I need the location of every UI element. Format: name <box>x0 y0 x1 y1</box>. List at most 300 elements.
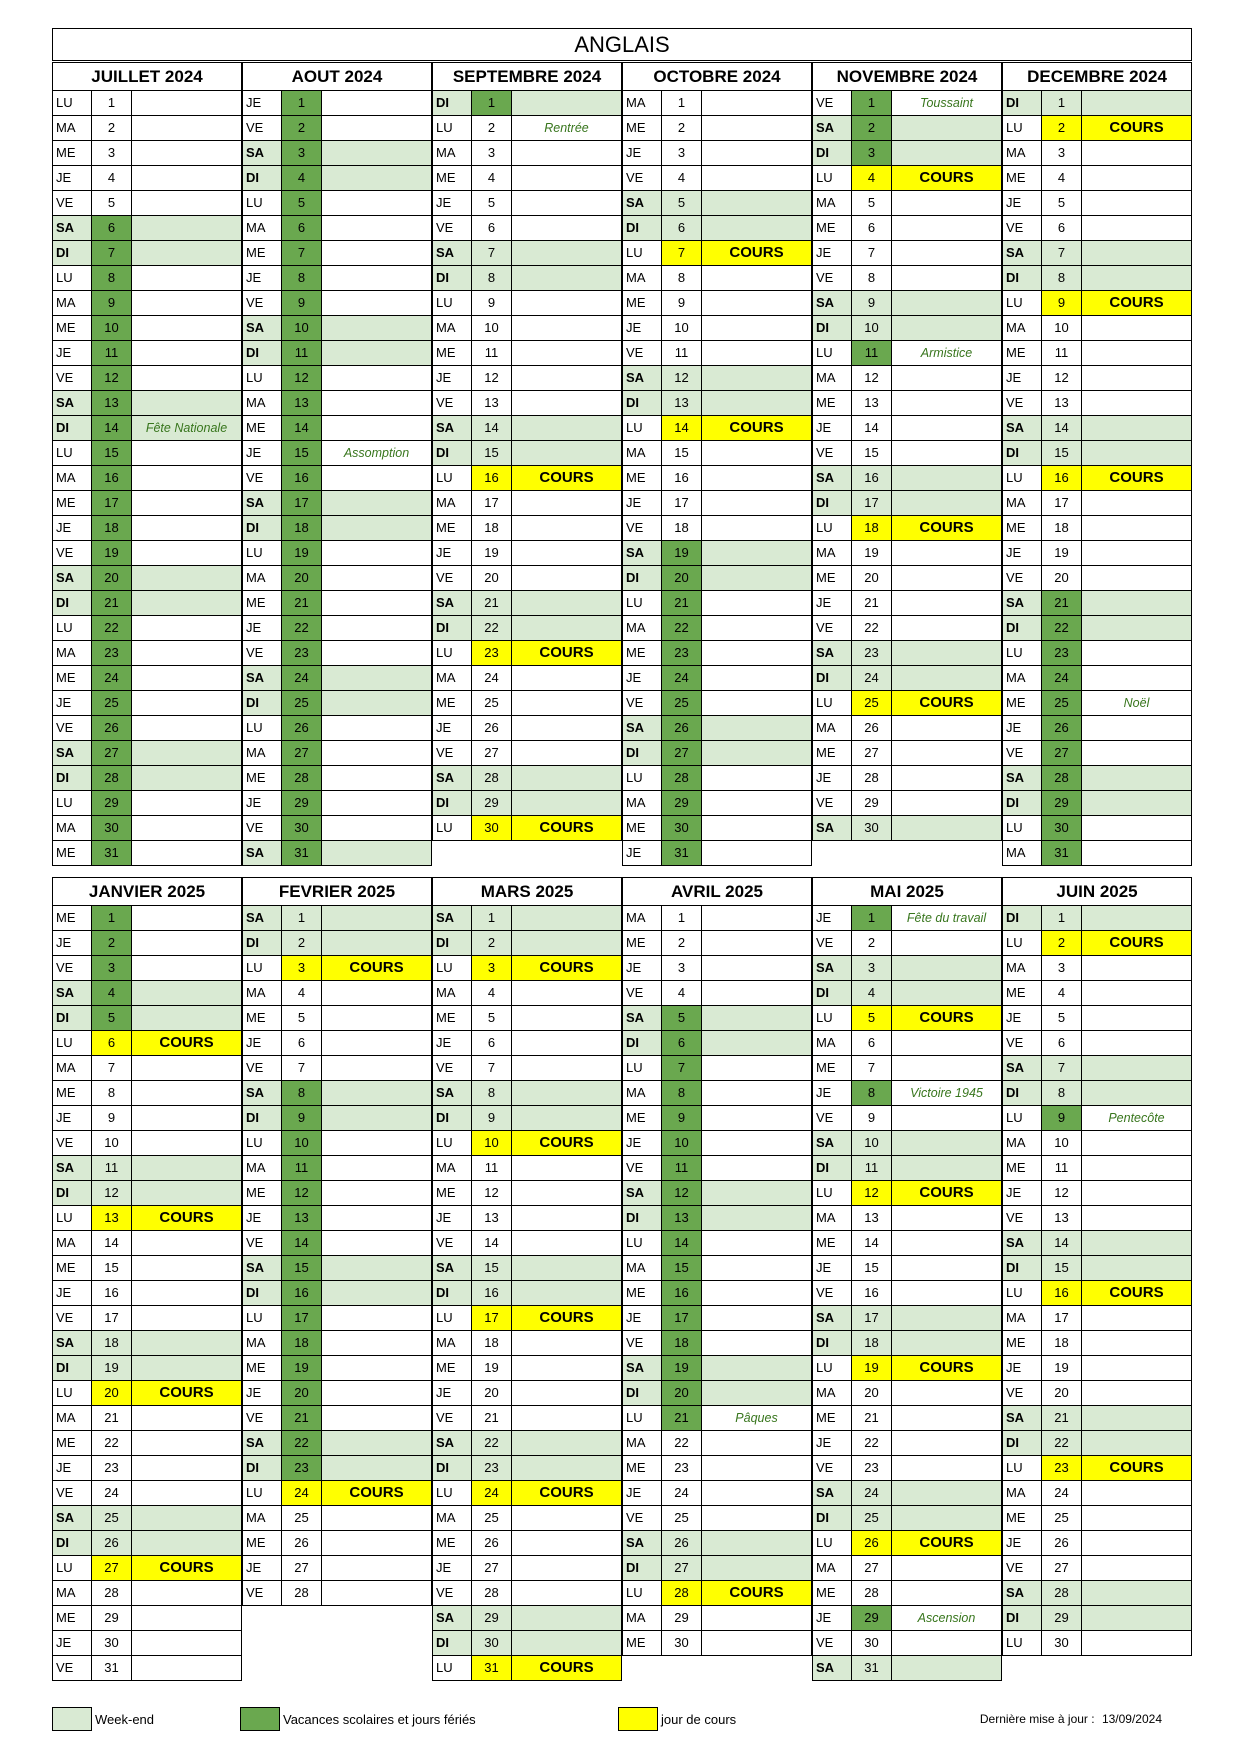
day-row <box>52 391 242 416</box>
day-number-cell: 26 <box>662 716 702 741</box>
weekday-cell: VE <box>242 816 282 841</box>
note-cell <box>1082 391 1192 416</box>
day-row <box>52 1031 242 1056</box>
note-cell <box>1082 541 1192 566</box>
day-number-cell: 5 <box>852 1006 892 1031</box>
weekday-cell: DI <box>1002 1431 1042 1456</box>
weekday-cell: SA <box>1002 241 1042 266</box>
weekday-cell: ME <box>812 1406 852 1431</box>
day-number-cell: 17 <box>852 491 892 516</box>
day-number-cell: 14 <box>852 416 892 441</box>
note-cell <box>132 491 242 516</box>
day-number-cell: 1 <box>92 91 132 116</box>
day-number-cell: 5 <box>92 191 132 216</box>
day-row <box>622 1056 812 1081</box>
day-row <box>432 1356 622 1381</box>
note-cell <box>512 1081 622 1106</box>
day-row <box>812 516 1002 541</box>
note-cell <box>512 691 622 716</box>
day-number-cell: 3 <box>92 141 132 166</box>
day-row <box>812 816 1002 841</box>
day-number-cell: 20 <box>92 1381 132 1406</box>
note-cell <box>322 906 432 931</box>
weekday-cell: JE <box>242 616 282 641</box>
day-row <box>622 1631 812 1656</box>
day-number-cell: 26 <box>472 1531 512 1556</box>
day-number-cell: 5 <box>282 1006 322 1031</box>
weekday-cell: SA <box>242 1081 282 1106</box>
weekday-cell: VE <box>432 1406 472 1431</box>
day-number-cell: 26 <box>662 1531 702 1556</box>
note-cell <box>702 1606 812 1631</box>
day-row <box>432 441 622 466</box>
day-number-cell: 10 <box>852 316 892 341</box>
day-row <box>432 291 622 316</box>
weekday-cell: LU <box>242 541 282 566</box>
vacances-swatch <box>240 1707 280 1731</box>
weekday-cell: VE <box>1002 1206 1042 1231</box>
note-cell <box>512 266 622 291</box>
month-header: MARS 2025 <box>432 877 622 906</box>
day-number-cell: 13 <box>662 1206 702 1231</box>
day-number-cell: 8 <box>662 1081 702 1106</box>
day-row <box>432 1231 622 1256</box>
day-number-cell: 3 <box>1042 956 1082 981</box>
weekday-cell: SA <box>1002 1056 1042 1081</box>
note-cell <box>1082 956 1192 981</box>
day-row <box>52 1531 242 1556</box>
weekday-cell: DI <box>432 1631 472 1656</box>
day-row <box>52 641 242 666</box>
day-number-cell: 1 <box>472 91 512 116</box>
day-row <box>242 541 432 566</box>
note-cell <box>322 616 432 641</box>
day-row <box>812 1531 1002 1556</box>
day-number-cell: 6 <box>92 216 132 241</box>
note-cell <box>1082 1481 1192 1506</box>
day-row <box>52 1306 242 1331</box>
day-number-cell: 3 <box>1042 141 1082 166</box>
note-cell <box>322 1381 432 1406</box>
day-number-cell: 20 <box>92 566 132 591</box>
note-cell <box>1082 1581 1192 1606</box>
day-row <box>1002 981 1192 1006</box>
day-number-cell: 28 <box>282 1581 322 1606</box>
day-number-cell: 2 <box>282 116 322 141</box>
day-number-cell: 12 <box>92 1181 132 1206</box>
cours-cell: COURS <box>892 166 1002 191</box>
day-number-cell: 31 <box>92 1656 132 1681</box>
note-cell <box>1082 1031 1192 1056</box>
month-header: JUIN 2025 <box>1002 877 1192 906</box>
day-number-cell: 16 <box>92 1281 132 1306</box>
weekday-cell: LU <box>52 1381 92 1406</box>
weekday-cell: VE <box>1002 566 1042 591</box>
weekday-cell: SA <box>52 1506 92 1531</box>
day-row <box>242 1406 432 1431</box>
weekday-cell: SA <box>812 1656 852 1681</box>
weekday-cell: JE <box>812 906 852 931</box>
day-row <box>812 466 1002 491</box>
day-number-cell: 11 <box>852 1156 892 1181</box>
day-number-cell: 20 <box>1042 1381 1082 1406</box>
note-cell <box>512 1631 622 1656</box>
day-row <box>52 931 242 956</box>
cours-cell: COURS <box>702 416 812 441</box>
day-number-cell: 3 <box>662 141 702 166</box>
note-cell <box>322 1181 432 1206</box>
day-number-cell: 25 <box>92 691 132 716</box>
weekday-cell: ME <box>52 906 92 931</box>
note-cell <box>892 1031 1002 1056</box>
weekday-cell: SA <box>1002 1406 1042 1431</box>
day-row <box>432 216 622 241</box>
weekday-cell: MA <box>432 666 472 691</box>
day-row <box>622 466 812 491</box>
day-row <box>242 1131 432 1156</box>
day-number-cell: 1 <box>662 906 702 931</box>
weekday-cell: JE <box>622 1306 662 1331</box>
day-row <box>622 1206 812 1231</box>
day-number-cell: 15 <box>472 441 512 466</box>
month-column <box>812 62 1002 841</box>
weekday-cell: ME <box>52 141 92 166</box>
day-row <box>242 1481 432 1506</box>
day-row <box>1002 116 1192 141</box>
note-cell <box>322 1431 432 1456</box>
weekday-cell: MA <box>242 1506 282 1531</box>
day-number-cell: 5 <box>472 1006 512 1031</box>
note-cell <box>322 416 432 441</box>
day-row <box>1002 1356 1192 1381</box>
day-row <box>622 141 812 166</box>
note-cell <box>892 616 1002 641</box>
note-cell <box>512 241 622 266</box>
day-row <box>432 241 622 266</box>
day-row <box>432 1031 622 1056</box>
day-number-cell: 2 <box>852 931 892 956</box>
weekday-cell: JE <box>1002 541 1042 566</box>
day-row <box>52 216 242 241</box>
day-number-cell: 11 <box>1042 1156 1082 1181</box>
day-row <box>52 1256 242 1281</box>
weekday-cell: SA <box>432 591 472 616</box>
note-cell <box>702 166 812 191</box>
day-number-cell: 21 <box>472 1406 512 1431</box>
day-number-cell: 22 <box>92 1431 132 1456</box>
day-row <box>52 366 242 391</box>
note-cell <box>1082 1231 1192 1256</box>
weekday-cell: DI <box>242 1106 282 1131</box>
note-cell <box>1082 1406 1192 1431</box>
weekday-cell: VE <box>812 1631 852 1656</box>
day-row <box>1002 341 1192 366</box>
day-number-cell: 17 <box>852 1306 892 1331</box>
weekday-cell: DI <box>812 981 852 1006</box>
note-cell <box>132 1356 242 1381</box>
note-cell <box>322 266 432 291</box>
day-row <box>52 766 242 791</box>
day-row <box>812 441 1002 466</box>
weekday-cell: SA <box>812 1131 852 1156</box>
day-number-cell: 26 <box>92 1531 132 1556</box>
day-row <box>1002 816 1192 841</box>
weekday-cell: DI <box>52 1531 92 1556</box>
weekday-cell: ME <box>1002 166 1042 191</box>
cours-cell: COURS <box>132 1381 242 1406</box>
day-row <box>1002 466 1192 491</box>
day-row <box>812 141 1002 166</box>
weekday-cell: VE <box>812 266 852 291</box>
note-cell <box>892 1331 1002 1356</box>
day-number-cell: 2 <box>852 116 892 141</box>
day-number-cell: 21 <box>472 591 512 616</box>
note-cell <box>702 666 812 691</box>
day-row <box>52 116 242 141</box>
day-number-cell: 30 <box>472 1631 512 1656</box>
note-cell <box>322 191 432 216</box>
day-row <box>1002 1106 1192 1131</box>
day-row <box>242 931 432 956</box>
weekday-cell: DI <box>1002 906 1042 931</box>
weekday-cell: DI <box>622 1556 662 1581</box>
month-header: JANVIER 2025 <box>52 877 242 906</box>
note-cell <box>702 341 812 366</box>
weekday-cell: JE <box>812 591 852 616</box>
note-cell <box>702 616 812 641</box>
day-row <box>432 1256 622 1281</box>
note-cell <box>322 516 432 541</box>
day-number-cell: 27 <box>472 1556 512 1581</box>
day-row <box>812 1031 1002 1056</box>
day-number-cell: 28 <box>472 1581 512 1606</box>
note-cell <box>702 691 812 716</box>
note-cell <box>322 241 432 266</box>
weekday-cell: LU <box>812 691 852 716</box>
day-number-cell: 31 <box>472 1656 512 1681</box>
day-number-cell: 2 <box>662 116 702 141</box>
note-cell <box>892 116 1002 141</box>
day-number-cell: 20 <box>282 1381 322 1406</box>
cours-cell: COURS <box>1082 116 1192 141</box>
day-row <box>1002 1606 1192 1631</box>
day-number-cell: 22 <box>662 1431 702 1456</box>
weekday-cell: DI <box>52 416 92 441</box>
day-number-cell: 13 <box>662 391 702 416</box>
day-number-cell: 23 <box>472 1456 512 1481</box>
note-cell <box>1082 741 1192 766</box>
note-cell <box>702 491 812 516</box>
day-row <box>52 91 242 116</box>
weekday-cell: VE <box>242 1231 282 1256</box>
legend-cours <box>618 1706 736 1732</box>
note-cell <box>132 1331 242 1356</box>
day-row <box>812 1181 1002 1206</box>
day-number-cell: 24 <box>1042 666 1082 691</box>
day-number-cell: 4 <box>92 166 132 191</box>
note-cell <box>322 466 432 491</box>
day-row <box>52 1156 242 1181</box>
note-cell <box>892 1231 1002 1256</box>
day-number-cell: 12 <box>472 366 512 391</box>
day-number-cell: 1 <box>472 906 512 931</box>
note-cell <box>512 541 622 566</box>
weekday-cell: JE <box>432 191 472 216</box>
cours-cell: COURS <box>512 1306 622 1331</box>
day-row <box>242 191 432 216</box>
day-number-cell: 19 <box>92 1356 132 1381</box>
day-number-cell: 31 <box>662 841 702 866</box>
note-cell <box>892 1131 1002 1156</box>
weekday-cell: DI <box>1002 791 1042 816</box>
weekday-cell: VE <box>432 216 472 241</box>
day-number-cell: 24 <box>282 1481 322 1506</box>
day-number-cell: 9 <box>282 291 322 316</box>
note-cell <box>512 716 622 741</box>
day-row <box>432 116 622 141</box>
day-number-cell: 2 <box>92 931 132 956</box>
note-cell <box>512 1356 622 1381</box>
note-cell <box>132 906 242 931</box>
note-cell <box>702 981 812 1006</box>
note-cell <box>1082 1556 1192 1581</box>
note-cell <box>1082 266 1192 291</box>
weekday-cell: LU <box>52 91 92 116</box>
weekday-cell: MA <box>1002 1306 1042 1331</box>
day-row <box>1002 216 1192 241</box>
weekday-cell: MA <box>812 1556 852 1581</box>
day-number-cell: 8 <box>92 266 132 291</box>
day-number-cell: 1 <box>662 91 702 116</box>
weekday-cell: ME <box>52 1431 92 1456</box>
day-row <box>1002 1156 1192 1181</box>
weekday-cell: SA <box>812 291 852 316</box>
note-cell <box>322 1581 432 1606</box>
weekday-cell: ME <box>242 1181 282 1206</box>
day-row <box>242 316 432 341</box>
weekday-cell: DI <box>52 766 92 791</box>
note-cell <box>322 216 432 241</box>
day-number-cell: 6 <box>282 1031 322 1056</box>
day-number-cell: 5 <box>852 191 892 216</box>
day-number-cell: 23 <box>662 641 702 666</box>
day-row <box>812 216 1002 241</box>
day-row <box>242 1331 432 1356</box>
cours-cell: COURS <box>132 1031 242 1056</box>
day-row <box>52 1131 242 1156</box>
legend <box>52 1706 1192 1732</box>
weekday-cell: LU <box>52 441 92 466</box>
note-cell <box>702 1106 812 1131</box>
day-number-cell: 16 <box>852 466 892 491</box>
note-cell <box>892 641 1002 666</box>
last-update <box>976 1706 1162 1732</box>
cours-cell: COURS <box>892 1181 1002 1206</box>
day-number-cell: 4 <box>282 166 322 191</box>
note-cell <box>512 1156 622 1181</box>
day-number-cell: 11 <box>282 341 322 366</box>
note-cell <box>132 166 242 191</box>
note-cell <box>702 591 812 616</box>
day-row <box>622 1156 812 1181</box>
day-row <box>432 1281 622 1306</box>
day-number-cell: 27 <box>92 1556 132 1581</box>
day-row <box>812 316 1002 341</box>
day-number-cell: 18 <box>852 1331 892 1356</box>
weekday-cell: DI <box>432 791 472 816</box>
day-row <box>1002 1331 1192 1356</box>
weekday-cell: JE <box>52 1281 92 1306</box>
note-cell <box>702 1281 812 1306</box>
day-number-cell: 16 <box>282 1281 322 1306</box>
weekday-cell: MA <box>52 1406 92 1431</box>
day-number-cell: 10 <box>472 1131 512 1156</box>
day-row <box>1002 541 1192 566</box>
day-row <box>622 1181 812 1206</box>
month-header: SEPTEMBRE 2024 <box>432 62 622 91</box>
day-row <box>242 1306 432 1331</box>
day-row <box>622 1031 812 1056</box>
day-row <box>52 1431 242 1456</box>
day-number-cell: 8 <box>92 1081 132 1106</box>
day-row <box>1002 1031 1192 1056</box>
day-number-cell: 14 <box>92 1231 132 1256</box>
day-row <box>1002 791 1192 816</box>
day-number-cell: 18 <box>852 516 892 541</box>
day-row <box>52 1356 242 1381</box>
weekday-cell: MA <box>1002 1481 1042 1506</box>
day-row <box>432 1006 622 1031</box>
note-cell <box>132 791 242 816</box>
cours-cell: COURS <box>1082 931 1192 956</box>
weekday-cell: MA <box>812 191 852 216</box>
day-number-cell: 9 <box>282 1106 322 1131</box>
note-cell <box>892 1256 1002 1281</box>
day-number-cell: 1 <box>1042 906 1082 931</box>
day-row <box>812 1081 1002 1106</box>
day-row <box>52 516 242 541</box>
note-cell <box>1082 1006 1192 1031</box>
note-cell <box>1082 1631 1192 1656</box>
day-number-cell: 24 <box>662 666 702 691</box>
weekday-cell: VE <box>432 1056 472 1081</box>
note-cell <box>322 1331 432 1356</box>
note-cell <box>1082 641 1192 666</box>
day-row <box>812 716 1002 741</box>
note-cell <box>892 766 1002 791</box>
weekday-cell: JE <box>432 1381 472 1406</box>
day-number-cell: 28 <box>852 1581 892 1606</box>
day-number-cell: 16 <box>472 1281 512 1306</box>
day-number-cell: 24 <box>472 1481 512 1506</box>
day-number-cell: 23 <box>472 641 512 666</box>
day-row <box>432 1631 622 1656</box>
weekday-cell: SA <box>242 1431 282 1456</box>
day-number-cell: 14 <box>662 416 702 441</box>
weekday-cell: VE <box>242 1406 282 1431</box>
day-number-cell: 4 <box>472 981 512 1006</box>
weekday-cell: MA <box>622 1081 662 1106</box>
day-row <box>622 716 812 741</box>
day-number-cell: 21 <box>282 1406 322 1431</box>
note-cell <box>322 741 432 766</box>
day-row <box>242 1456 432 1481</box>
weekday-cell: VE <box>52 1131 92 1156</box>
day-row <box>812 341 1002 366</box>
note-cell <box>132 366 242 391</box>
day-row <box>52 741 242 766</box>
weekday-cell: VE <box>622 516 662 541</box>
